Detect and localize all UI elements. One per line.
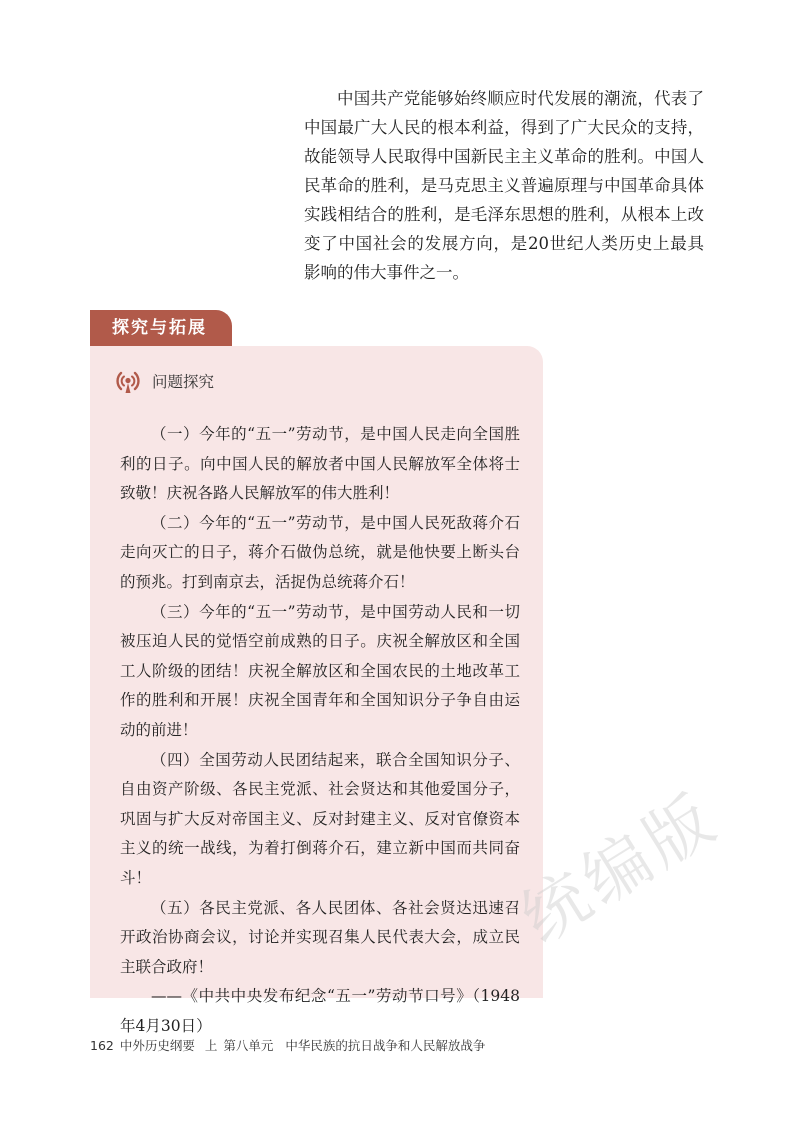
section-tab-label: 探究与拓展: [112, 318, 207, 338]
exploration-box: [90, 346, 543, 1035]
page-number: 162: [90, 1038, 114, 1053]
unit-title: 中华民族的抗日战争和人民解放战争: [285, 1038, 486, 1053]
quote-paragraph: （三）今年的“五一”劳动节，是中国劳动人民和一切被压迫人民的觉悟空前成熟的日子。庆祝全解放区和全国工人阶级的团结！庆祝全解放区和全国农民的土地改革工作的胜利和开展！庆祝全国青年和全国知识分子争自由运动的前进！: [120, 602, 520, 739]
quote-paragraph: （一）今年的“五一”劳动节，是中国人民走向全国胜利的日子。向中国人民的解放者中国人民解放军全体将士致敬！庆祝各路人民解放军的伟大胜利！: [120, 425, 520, 503]
section-tab: [90, 310, 232, 346]
quote-paragraph: （二）今年的“五一”劳动节，是中国人民死敌蒋介石走向灭亡的日子，蒋介石做伪总统，就是他快要上断头台的预兆。打到南京去，活捉伪总统蒋介石！: [120, 513, 520, 591]
quote-paragraph: （四）全国劳动人民团结起来，联合全国知识分子、自由资产阶级、各民主党派、社会贤达和其他爱国分子，巩固与扩大反对帝国主义、反对封建主义、反对官僚资本主义的统一战线，为着打倒蒋介石，建立新中国而共同奋斗！: [120, 750, 520, 887]
quote-block: [120, 420, 520, 1041]
question-title: 问题探究: [152, 373, 215, 391]
question-header: [114, 368, 214, 396]
quote-source: ——《中共中央发布纪念“五一”劳动节口号》（1948年4月30日）: [120, 987, 520, 1035]
unit-label: 第八单元: [223, 1038, 274, 1053]
watermark: 统编版: [507, 778, 732, 959]
quote-paragraph: （五）各民主党派、各人民团体、各社会贤达迅速召开政治协商会议，讨论并实现召集人民代表大会，成立民主联合政府！: [120, 898, 520, 976]
page-footer: [90, 1037, 485, 1055]
question-explore-icon: [114, 368, 142, 396]
body-paragraph: 中国共产党能够始终顺应时代发展的潮流，代表了中国最广大人民的根本利益，得到了广大民众的支持，故能领导人民取得中国新民主主义革命的胜利。中国人民革命的胜利，是马克思主义普遍原理与中国革命具体实践相结合的胜利，是毛泽东思想的胜利，从根本上改变了中国社会的发展方向，是20世纪人类历史上最具影响的伟大事件之一。: [304, 89, 704, 282]
book-title: 中外历史纲要: [119, 1038, 195, 1053]
volume-label: 上: [204, 1038, 218, 1053]
